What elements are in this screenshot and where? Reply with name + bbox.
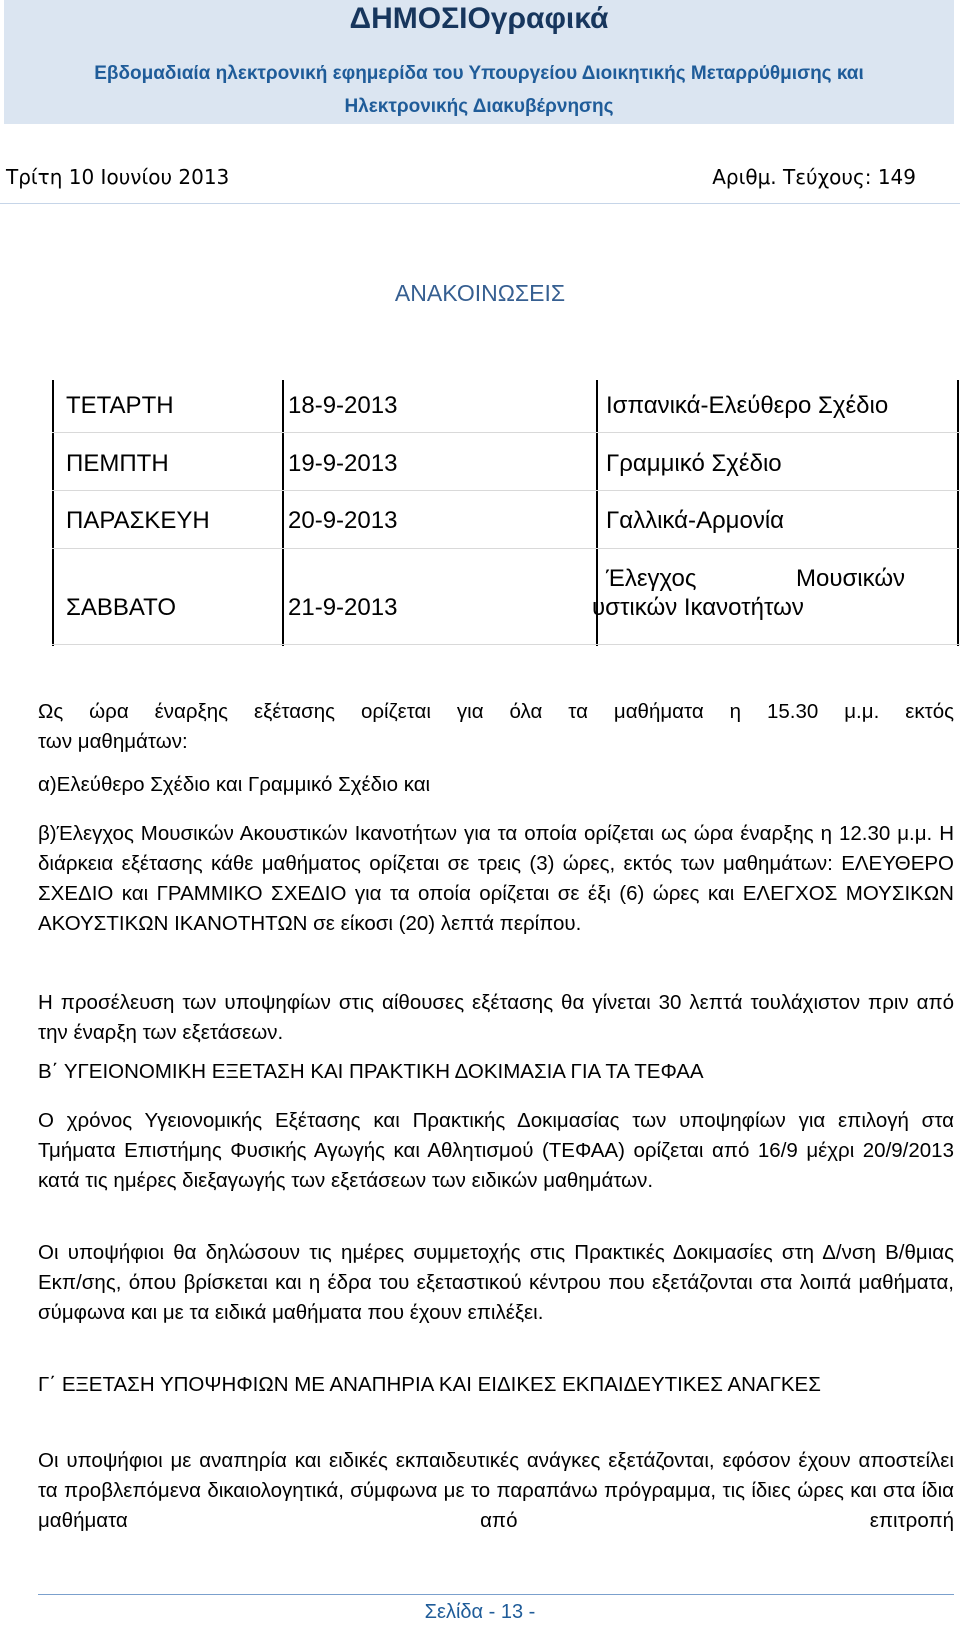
table-border-left <box>52 380 54 646</box>
table-row-divider <box>52 644 960 645</box>
section-heading-c: Γ΄ ΕΞΕΤΑΣΗ ΥΠΟΨΗΦΙΩΝ ΜΕ ΑΝΑΠΗΡΙΑ ΚΑΙ ΕΙΔΙΚΕΣ ΕΚΠΑΙΔΕΥΤΙΚΕΣ ΑΝΑΓΚΕΣ <box>38 1373 821 1396</box>
cell-day: ΣΑΒΒΑΤΟ <box>66 594 176 621</box>
cell-date: 19-9-2013 <box>288 450 398 477</box>
cell-subject-line-1a: Έλεγχος <box>606 565 697 592</box>
paragraph-line: των μαθημάτων: <box>38 730 188 753</box>
exam-schedule-table <box>52 380 960 646</box>
subtitle-line-2: Ηλεκτρονικής Διακυβέρνησης <box>344 96 614 117</box>
cell-subject: Γραμμικό Σχέδιο <box>606 450 782 477</box>
cell-date: 20-9-2013 <box>288 507 398 534</box>
cell-date: 18-9-2013 <box>288 392 398 419</box>
cell-date: 21-9-2013 <box>288 594 398 621</box>
header-divider <box>0 203 960 204</box>
cell-day: ΤΕΤΑΡΤΗ <box>66 392 174 419</box>
table-row-divider <box>52 432 960 433</box>
table-row-divider <box>52 548 960 549</box>
footer-divider <box>38 1594 954 1595</box>
cell-day: ΠΕΜΠΤΗ <box>66 450 169 477</box>
cell-subject-line-1b: Μουσικών <box>796 565 906 592</box>
section-heading-b: Β΄ ΥΓΕΙΟΝΟΜΙΚΗ ΕΞΕΤΑΣΗ ΚΑΙ ΠΡΑΚΤΙΚΗ ΔΟΚΙΜΑΣΙΑ ΓΙΑ ΤΑ ΤΕΦΑΑ <box>38 1060 704 1083</box>
newsletter-subtitle <box>4 57 954 123</box>
cell-subject: Ισπανικά-Ελεύθερο Σχέδιο <box>606 392 889 419</box>
cell-day: ΠΑΡΑΣΚΕΥΗ <box>66 507 210 534</box>
issue-date: Τρίτη 10 Ιουνίου 2013 <box>6 165 230 189</box>
arrival-paragraph: Η προσέλευση των υποψηφίων στις αίθουσες εξέτασης θα γίνεται 30 λεπτά τουλάχιστον πριν από την έναρξη των εξετάσεων. <box>38 991 954 1044</box>
cell-subject: Γαλλικά-Αρμονία <box>606 507 785 534</box>
page-number: Σελίδα - 13 - <box>424 1601 536 1623</box>
table-row-divider <box>52 490 960 491</box>
paragraph-line: Ως ώρα έναρξης εξέτασης ορίζεται για όλα τα μαθήματα η 15.30 μ.μ. εκτός <box>38 700 954 723</box>
tefaa-paragraph: Ο χρόνος Υγειονομικής Εξέτασης και Πρακτικής Δοκιμασίας των υποψηφίων για επιλογή στα Τμήματα Επιστήμης Φυσικής Αγωγής και Αθλητισμού (ΤΕΦΑΑ) ορίζεται από 16/9 μέχρι 20/9/2013 κατά τις ημέρες διεξαγωγής των εξετάσεων των ειδικών μαθημάτων. <box>38 1109 954 1192</box>
exception-item-b: β)Έλεγχος Μουσικών Ακουστικών Ικανοτήτων για τα οποία ορίζεται ως ώρα έναρξης η 12.30 μ.μ. Η διάρκεια εξέτασης κάθε μαθήματος ορίζεται σε τρεις (3) ώρες, εκτός των μαθημάτων: ΕΛΕΥΘΕΡΟ ΣΧΕΔΙΟ και ΓΡΑΜΜΙΚΟ ΣΧΕΔΙΟ για τα οποία ορίζεται σε έξι (6) ώρες και ΕΛΕΓΧΟΣ ΜΟΥΣΙΚΩΝ ΑΚΟΥΣΤΙΚΩΝ ΙΚΑΝΟΤΗΤΩΝ σε είκοσι (20) λεπτά περίπου. <box>38 822 954 935</box>
newsletter-banner <box>4 0 954 124</box>
cell-subject-line-2: υστικών Ικανοτήτων <box>592 594 804 621</box>
issue-number: Αριθμ. Τεύχους: 149 <box>712 165 916 189</box>
exception-item-a: α)Ελεύθερο Σχέδιο και Γραμμικό Σχέδιο και <box>38 773 431 796</box>
newsletter-title: ΔΗΜΟΣΙΟγραφικά <box>349 2 609 35</box>
subtitle-line-1: Εβδομαδιαία ηλεκτρονική εφημερίδα του Υπουργείου Διοικητικής Μεταρρύθμισης και <box>94 63 864 84</box>
practical-tests-paragraph: Οι υποψήφιοι θα δηλώσουν τις ημέρες συμμετοχής στις Πρακτικές Δοκιμασίες στη Δ/νση Β/θμιας Εκπ/σης, όπου βρίσκεται και η έδρα του εξεταστικού κέντρου που εξετάζονται στα λοιπά μαθήματα, σύμφωνα και με τα ειδικά μαθήματα που έχουν επιλέξει. <box>38 1241 954 1324</box>
disability-paragraph: Οι υποψήφιοι με αναπηρία και ειδικές εκπαιδευτικές ανάγκες εξετάζονται, εφόσον έχουν αποστείλει τα προβλεπόμενα δικαιολογητικά, σύμφωνα με το παραπάνω πρόγραμμα, τις ίδιες ώρες και στα ίδια μαθήματα από επιτροπή <box>38 1449 954 1532</box>
table-border-right <box>957 380 959 646</box>
table-column-divider <box>282 380 284 646</box>
start-time-paragraph <box>38 697 954 757</box>
section-title: ΑΝΑΚΟΙΝΩΣΕΙΣ <box>394 280 566 306</box>
